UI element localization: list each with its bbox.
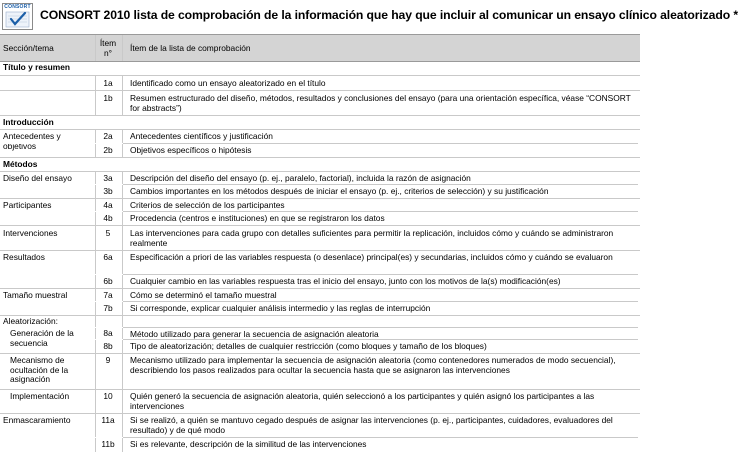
item-no: 1a xyxy=(103,78,113,88)
item-text: Método utilizado para generar la secuencia de asignación aleatoria xyxy=(123,327,638,340)
topic: Tamaño muestral xyxy=(3,290,68,300)
item-no: 2b xyxy=(103,145,113,155)
item-text: Especificación a priori de las variables respuesta (o desenlace) principal(es) y secundarias, incluidos cómo y cuándo se evaluaron xyxy=(130,252,613,262)
section-title: Título y resumen xyxy=(3,62,71,72)
item-no: 3b xyxy=(103,186,113,196)
section-title: Introducción xyxy=(3,117,54,127)
section-row xyxy=(0,157,640,171)
table-row xyxy=(0,389,640,413)
item-no: 4b xyxy=(103,213,113,223)
section-row xyxy=(0,115,640,129)
table-row xyxy=(0,143,640,157)
item-no: 11a xyxy=(101,415,115,425)
item-text: Si se realizó, a quién se mantuvo cegado después de asignar las intervenciones (p. ej., participantes, cuidadores, evaluadores del resultado) y de qué modo xyxy=(130,415,613,435)
item-text: Tipo de aleatorización; detalles de cualquier restricción (como bloques y tamaño de los bloques) xyxy=(123,339,638,352)
table-row xyxy=(0,437,640,452)
item-no: 3a xyxy=(103,173,113,183)
item-no: 6a xyxy=(103,252,113,262)
consort-logo xyxy=(2,3,33,30)
section-title: Aleatorización: xyxy=(3,316,58,326)
item-no: 11b xyxy=(101,439,115,449)
section-title: Métodos xyxy=(3,159,38,169)
item-no: 9 xyxy=(105,355,111,365)
item-text: Si corresponde, explicar cualquier análisis intermedio y las reglas de interrupción xyxy=(123,301,638,314)
item-text: Antecedentes científicos y justificación xyxy=(130,131,273,141)
item-no: 6b xyxy=(103,276,113,286)
item-text: Resumen estructurado del diseño, métodos, resultados y conclusiones del ensayo (para una orientación específica, véase “CONSORT for abstracts”) xyxy=(130,93,631,113)
checklist-table xyxy=(0,34,640,452)
item-no: 2a xyxy=(103,131,113,141)
item-no: 1b xyxy=(103,93,113,103)
item-no: 4a xyxy=(103,200,113,210)
table-row xyxy=(0,288,640,301)
item-no: 8a xyxy=(103,328,113,338)
column-header-item-no: Ítem n° xyxy=(99,38,117,58)
item-text: Si es relevante, descripción de la similitud de las intervenciones xyxy=(123,437,638,450)
section-row xyxy=(0,315,640,327)
item-text: Procedencia (centros e instituciones) en que se registraron los datos xyxy=(123,211,638,224)
item-text: Las intervenciones para cada grupo con detalles suficientes para permitir la replicación, incluidos cómo y cuándo se administraron realmente xyxy=(130,228,614,248)
table-row xyxy=(0,353,640,389)
table-row xyxy=(0,90,640,115)
table-header xyxy=(0,34,640,62)
item-no: 10 xyxy=(103,391,113,401)
item-text: Quién generó la secuencia de asignación aleatoria, quién seleccionó a los participantes y quién asignó los participantes a las intervenciones xyxy=(130,391,595,411)
item-text: Mecanismo utilizado para implementar la secuencia de asignación aleatoria (como contenedores numerados de modo secuencial), describiendo los pasos realizados para ocultar la secuencia hasta que se asignaron las intervenciones xyxy=(130,355,616,375)
table-row xyxy=(0,225,640,250)
topic: Generación de la secuencia xyxy=(10,328,74,348)
topic: Resultados xyxy=(3,252,45,262)
table-row xyxy=(0,75,640,90)
column-header-section: Sección/tema xyxy=(3,43,54,53)
item-no: 7a xyxy=(103,290,113,300)
topic: Antecedentes y objetivos xyxy=(3,131,61,151)
topic: Mecanismo de ocultación de la asignación xyxy=(10,355,69,385)
item-text: Cómo se determinó el tamaño muestral xyxy=(130,290,277,300)
logo-text: CONSORT xyxy=(4,4,31,10)
checkmark-icon xyxy=(4,10,31,29)
topic: Implementación xyxy=(10,391,70,401)
column-header-item: Ítem de la lista de comprobación xyxy=(130,43,251,53)
item-text: Objetivos específicos o hipótesis xyxy=(123,143,638,156)
table-row xyxy=(0,184,640,198)
item-text: Criterios de selección de los participantes xyxy=(130,200,285,210)
topic: Participantes xyxy=(3,200,52,210)
table-row xyxy=(0,171,640,184)
topic: Diseño del ensayo xyxy=(3,173,72,183)
table-row xyxy=(0,211,640,225)
table-row xyxy=(0,413,640,437)
item-no: 8b xyxy=(103,341,113,351)
item-no: 5 xyxy=(105,228,111,238)
section-row xyxy=(0,62,640,75)
item-no: 7b xyxy=(103,303,113,313)
item-text: Identificado como un ensayo aleatorizado en el título xyxy=(130,78,326,88)
item-text: Descripción del diseño del ensayo (p. ej., paralelo, factorial), incluida la razón de asignación xyxy=(130,173,471,183)
topic: Intervenciones xyxy=(3,228,58,238)
table-row xyxy=(0,198,640,211)
table-row xyxy=(0,301,640,315)
page-title: CONSORT 2010 lista de comprobación de la información que hay que incluir al comunicar un ensayo clínico aleatorizado * xyxy=(40,8,738,22)
item-text: Cambios importantes en los métodos después de iniciar el ensayo (p. ej., criterios de selección) y su justificación xyxy=(123,184,638,197)
table-row xyxy=(0,339,640,353)
topic: Enmascaramiento xyxy=(3,415,71,425)
table-row xyxy=(0,250,640,274)
table-row xyxy=(0,274,640,288)
item-text: Cualquier cambio en las variables respuesta tras el inicio del ensayo, junto con los motivos de la(s) modificación(es) xyxy=(123,274,638,287)
